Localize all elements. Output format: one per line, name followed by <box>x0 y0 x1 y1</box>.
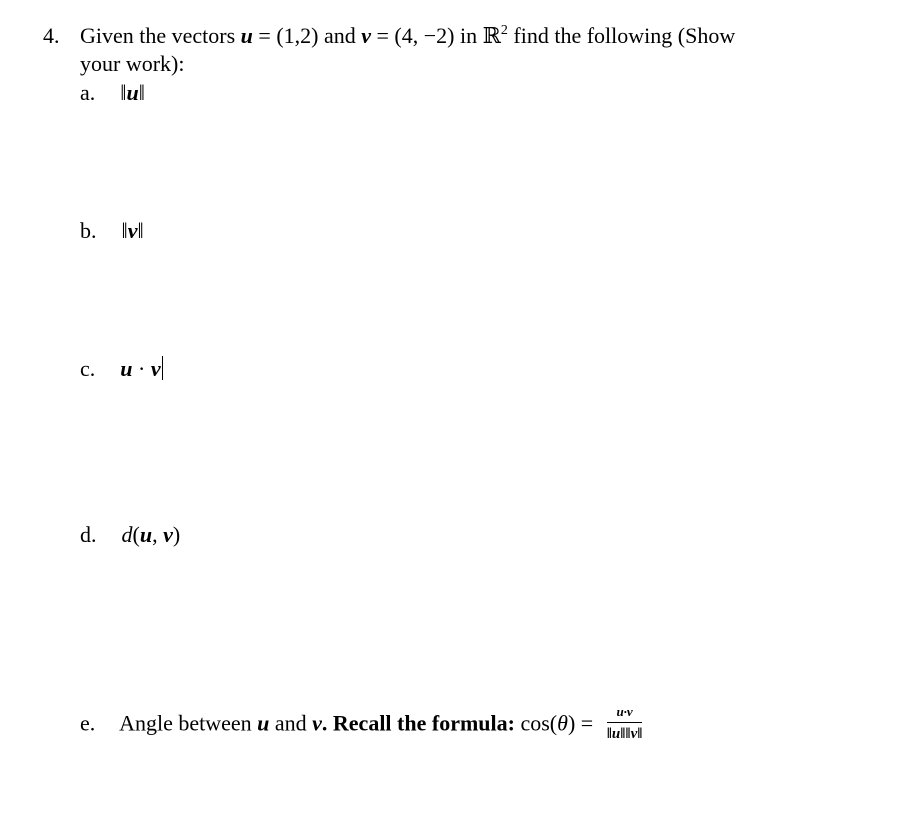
norm-u-symbol: u <box>126 80 139 105</box>
norm-v-symbol: v <box>127 218 138 243</box>
space-exponent: 2 <box>500 23 508 38</box>
part-e <box>80 706 642 745</box>
part-a <box>80 80 145 106</box>
vector-v-symbol: v <box>361 23 372 48</box>
problem-statement-line1 <box>80 23 735 49</box>
equals-sign: = <box>575 710 599 736</box>
cosine-fraction <box>607 704 643 743</box>
dot-v-symbol: v <box>150 356 161 381</box>
norm-bar-left: ‖ <box>120 80 127 105</box>
part-b-label: b. <box>80 218 97 243</box>
distance-v-symbol: v <box>163 522 173 547</box>
fraction-numerator: u·v <box>607 704 643 723</box>
real-space-symbol: ℝ <box>482 23 501 48</box>
angle-u-symbol: u <box>257 710 270 736</box>
u-definition-text: = (1,2) and <box>252 23 362 48</box>
part-d-label: d. <box>80 522 97 547</box>
part-a-label: a. <box>80 80 96 105</box>
cos-close-paren: ) <box>567 710 576 736</box>
vector-u-symbol: u <box>240 23 253 48</box>
cos-function: cos( <box>520 710 558 736</box>
part-d <box>80 522 180 548</box>
part-c <box>80 356 163 382</box>
angle-text-3: . Recall the formula: <box>321 710 521 736</box>
comma: , <box>152 522 164 547</box>
close-paren: ) <box>172 522 181 547</box>
norm-bar-right: ‖ <box>138 80 145 105</box>
fraction-denominator: ‖u‖‖v‖ <box>606 726 643 742</box>
part-e-label: e. <box>80 710 96 736</box>
intro-tail-text: find the following (Show <box>507 23 736 48</box>
text-cursor[interactable] <box>162 356 163 380</box>
theta-symbol: θ <box>557 710 568 736</box>
distance-function: d <box>121 522 133 547</box>
part-b <box>80 218 144 244</box>
intro-text: Given the vectors <box>80 23 236 48</box>
norm-bar-left: ‖ <box>121 218 128 243</box>
dot-operator: · <box>132 356 151 381</box>
angle-v-symbol: v <box>312 710 322 736</box>
norm-bar-right: ‖ <box>137 218 144 243</box>
v-definition-text: = (4, −2) in <box>371 23 483 48</box>
angle-text-1: Angle between <box>119 710 258 736</box>
distance-u-symbol: u <box>139 522 153 547</box>
part-c-label: c. <box>80 356 96 381</box>
angle-text-2: and <box>269 710 313 736</box>
open-paren: ( <box>132 522 140 547</box>
problem-statement-line2: your work): <box>80 51 185 76</box>
problem-number: 4. <box>43 23 60 48</box>
dot-u-symbol: u <box>120 356 133 381</box>
